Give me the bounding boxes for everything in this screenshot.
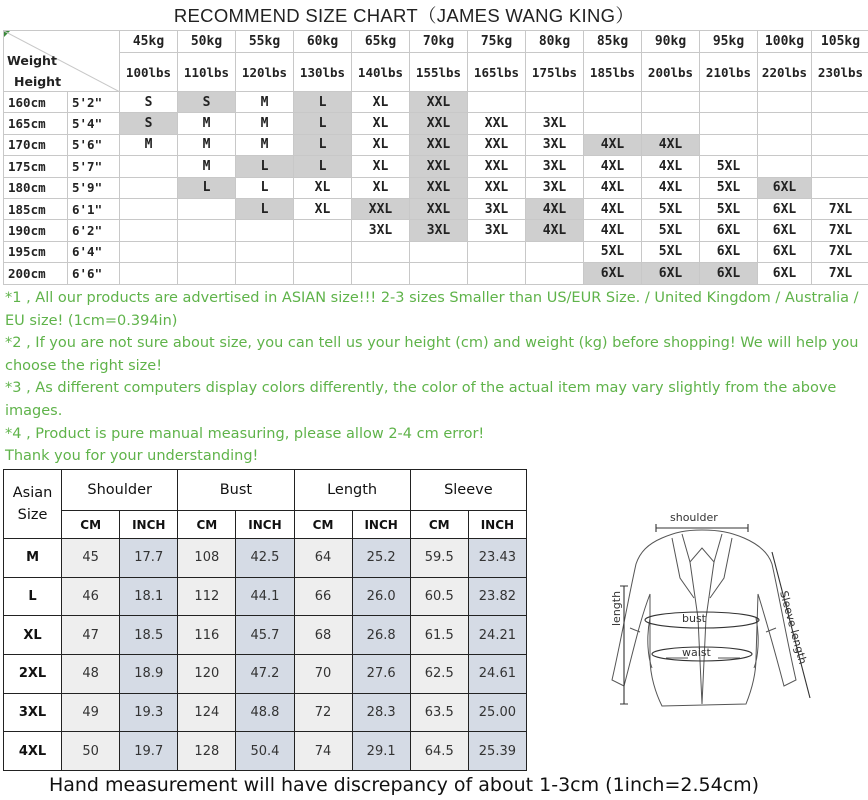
value-inch-cell: 29.1 xyxy=(352,732,410,771)
bust-header: Bust xyxy=(178,470,294,511)
value-cm-cell: 47 xyxy=(62,616,120,655)
value-inch-cell: 19.3 xyxy=(120,693,178,732)
value-inch-cell: 23.82 xyxy=(468,577,526,616)
weight-kg-header: 65kg xyxy=(352,31,410,53)
size-cell xyxy=(526,92,584,113)
value-inch-cell: 25.39 xyxy=(468,732,526,771)
size-cell xyxy=(812,134,868,155)
size-cell xyxy=(812,177,868,198)
height-ft-cell: 5'7" xyxy=(68,156,120,177)
value-cm-cell: 128 xyxy=(178,732,236,771)
height-cm-cell: 180cm xyxy=(4,177,68,198)
height-ft-cell: 5'4" xyxy=(68,113,120,134)
size-cell: L xyxy=(236,177,294,198)
size-cell: XL xyxy=(294,198,352,219)
weight-lbs-header: 155lbs xyxy=(410,53,468,92)
value-inch-cell: 48.8 xyxy=(236,693,294,732)
size-cell: 4XL xyxy=(584,198,642,219)
height-row xyxy=(4,198,868,219)
size-cell: M xyxy=(178,134,236,155)
unit-inch-header: INCH xyxy=(120,511,178,539)
size-cell: 4XL xyxy=(584,156,642,177)
size-cell: 6XL xyxy=(758,198,812,219)
size-cell: XXL xyxy=(468,177,526,198)
height-row xyxy=(4,113,868,134)
size-cell xyxy=(120,198,178,219)
size-cell xyxy=(700,92,758,113)
weight-kg-header: 70kg xyxy=(410,31,468,53)
size-label-cell: M xyxy=(4,539,62,578)
size-cell: 6XL xyxy=(758,263,812,284)
weight-kg-header: 100kg xyxy=(758,31,812,53)
size-cell: 3XL xyxy=(468,220,526,241)
height-ft-cell: 6'2" xyxy=(68,220,120,241)
unit-cm-header: CM xyxy=(410,511,468,539)
size-cell xyxy=(584,92,642,113)
size-cell: 6XL xyxy=(700,220,758,241)
size-cell: 6XL xyxy=(758,220,812,241)
height-cm-cell: 190cm xyxy=(4,220,68,241)
height-label: Height xyxy=(14,74,62,89)
size-cell: XL xyxy=(294,177,352,198)
weight-lbs-row xyxy=(4,53,868,92)
size-cell: 5XL xyxy=(700,156,758,177)
weight-lbs-header: 165lbs xyxy=(468,53,526,92)
size-cell: 4XL xyxy=(642,156,700,177)
value-cm-cell: 48 xyxy=(62,655,120,694)
size-cell: L xyxy=(294,156,352,177)
size-cell: XXL xyxy=(468,113,526,134)
size-cell: XL xyxy=(352,134,410,155)
weight-kg-header: 90kg xyxy=(642,31,700,53)
value-cm-cell: 68 xyxy=(294,616,352,655)
measurement-row xyxy=(4,655,527,694)
height-ft-cell: 6'4" xyxy=(68,241,120,262)
size-cell: 7XL xyxy=(812,263,868,284)
size-cell: 4XL xyxy=(584,220,642,241)
size-cell xyxy=(120,220,178,241)
size-cell: S xyxy=(120,113,178,134)
weight-kg-header: 55kg xyxy=(236,31,294,53)
size-cell: 3XL xyxy=(410,220,468,241)
size-cell: XXL xyxy=(410,177,468,198)
size-cell xyxy=(758,92,812,113)
size-cell: XXL xyxy=(468,156,526,177)
size-cell: XL xyxy=(352,156,410,177)
sleeve-header: Sleeve xyxy=(410,470,526,511)
value-cm-cell: 59.5 xyxy=(410,539,468,578)
unit-inch-header: INCH xyxy=(468,511,526,539)
size-cell: 6XL xyxy=(642,263,700,284)
height-row xyxy=(4,177,868,198)
size-cell: 4XL xyxy=(584,177,642,198)
unit-cm-header: CM xyxy=(178,511,236,539)
size-cell: XXL xyxy=(352,198,410,219)
size-cell xyxy=(236,263,294,284)
size-cell: 5XL xyxy=(700,177,758,198)
value-cm-cell: 72 xyxy=(294,693,352,732)
value-cm-cell: 64 xyxy=(294,539,352,578)
size-cell: S xyxy=(178,92,236,113)
size-cell: XXL xyxy=(410,113,468,134)
size-cell xyxy=(178,241,236,262)
size-cell: 3XL xyxy=(526,134,584,155)
measurement-row xyxy=(4,693,527,732)
height-row xyxy=(4,241,868,262)
value-inch-cell: 18.1 xyxy=(120,577,178,616)
value-inch-cell: 23.43 xyxy=(468,539,526,578)
size-label-cell: 2XL xyxy=(4,655,62,694)
size-cell: L xyxy=(236,198,294,219)
size-cell: 5XL xyxy=(700,198,758,219)
weight-lbs-header: 185lbs xyxy=(584,53,642,92)
diagram-shoulder-label: shoulder xyxy=(670,511,718,524)
weight-kg-header: 85kg xyxy=(584,31,642,53)
measurement-row xyxy=(4,732,527,771)
measurement-row xyxy=(4,577,527,616)
size-cell: 4XL xyxy=(584,134,642,155)
size-cell: 4XL xyxy=(642,177,700,198)
size-cell xyxy=(700,113,758,134)
value-inch-cell: 47.2 xyxy=(236,655,294,694)
weight-height-corner xyxy=(4,31,120,92)
size-cell: 3XL xyxy=(526,177,584,198)
size-label-cell: XL xyxy=(4,616,62,655)
size-cell: XXL xyxy=(410,156,468,177)
value-cm-cell: 64.5 xyxy=(410,732,468,771)
value-inch-cell: 17.7 xyxy=(120,539,178,578)
size-cell: XXL xyxy=(410,134,468,155)
size-cell: XL xyxy=(352,92,410,113)
height-cm-cell: 200cm xyxy=(4,263,68,284)
weight-lbs-header: 130lbs xyxy=(294,53,352,92)
size-cell: 4XL xyxy=(526,220,584,241)
size-cell: 4XL xyxy=(642,134,700,155)
size-cell: L xyxy=(294,113,352,134)
measurement-row xyxy=(4,616,527,655)
diagram-length-label: length xyxy=(610,590,623,626)
size-cell xyxy=(236,220,294,241)
weight-lbs-header: 175lbs xyxy=(526,53,584,92)
value-cm-cell: 124 xyxy=(178,693,236,732)
weight-lbs-header: 100lbs xyxy=(120,53,178,92)
value-cm-cell: 60.5 xyxy=(410,577,468,616)
height-cm-cell: 170cm xyxy=(4,134,68,155)
size-cell: XL xyxy=(352,177,410,198)
size-cell: 5XL xyxy=(642,241,700,262)
note-1: *1 , All our products are advertised in ASIAN size!!! 2-3 sizes Smaller than US/EUR Size. / United Kingdom / Australia / EU size! (1cm=0.394in) xyxy=(5,290,859,329)
height-ft-cell: 5'6" xyxy=(68,134,120,155)
jacket-diagram xyxy=(590,508,822,720)
size-cell: M xyxy=(178,113,236,134)
diagram-bust-label: bust xyxy=(682,612,706,625)
unit-inch-header: INCH xyxy=(352,511,410,539)
chart-title: RECOMMEND SIZE CHART（JAMES WANG KING） xyxy=(173,5,635,26)
size-cell: 6XL xyxy=(700,241,758,262)
height-ft-cell: 6'6" xyxy=(68,263,120,284)
size-cell xyxy=(294,220,352,241)
weight-kg-header: 45kg xyxy=(120,31,178,53)
length-header: Length xyxy=(294,470,410,511)
weight-lbs-header: 230lbs xyxy=(812,53,868,92)
value-cm-cell: 116 xyxy=(178,616,236,655)
size-cell: 6XL xyxy=(758,241,812,262)
size-cell xyxy=(812,156,868,177)
size-cell xyxy=(642,92,700,113)
size-cell: M xyxy=(236,113,294,134)
value-cm-cell: 63.5 xyxy=(410,693,468,732)
size-cell xyxy=(120,177,178,198)
weight-kg-header: 95kg xyxy=(700,31,758,53)
size-cell xyxy=(812,113,868,134)
weight-lbs-header: 220lbs xyxy=(758,53,812,92)
size-cell xyxy=(294,241,352,262)
size-cell: XL xyxy=(352,113,410,134)
size-cell xyxy=(294,263,352,284)
size-cell xyxy=(758,156,812,177)
size-cell xyxy=(642,113,700,134)
size-cell xyxy=(410,241,468,262)
recommend-size-table xyxy=(3,30,868,285)
note-2: *2 , If you are not sure about size, you can tell us your height (cm) and weight (kg) before shopping! We will help you choose the right size! xyxy=(5,335,859,374)
height-cm-cell: 185cm xyxy=(4,198,68,219)
size-cell xyxy=(468,263,526,284)
size-cell: 7XL xyxy=(812,241,868,262)
weight-kg-header: 105kg xyxy=(812,31,868,53)
size-cell: 3XL xyxy=(468,198,526,219)
size-cell xyxy=(352,263,410,284)
value-cm-cell: 120 xyxy=(178,655,236,694)
height-ft-cell: 6'1" xyxy=(68,198,120,219)
height-row xyxy=(4,134,868,155)
weight-label: Weight xyxy=(7,53,57,68)
value-inch-cell: 50.4 xyxy=(236,732,294,771)
value-inch-cell: 18.5 xyxy=(120,616,178,655)
size-cell: M xyxy=(236,92,294,113)
value-cm-cell: 74 xyxy=(294,732,352,771)
value-inch-cell: 42.5 xyxy=(236,539,294,578)
size-cell: M xyxy=(236,134,294,155)
weight-lbs-header: 120lbs xyxy=(236,53,294,92)
height-ft-cell: 5'9" xyxy=(68,177,120,198)
diagram-waist-label: waist xyxy=(682,646,711,659)
size-cell xyxy=(526,263,584,284)
height-cm-cell: 175cm xyxy=(4,156,68,177)
size-cell: 5XL xyxy=(584,241,642,262)
value-inch-cell: 45.7 xyxy=(236,616,294,655)
diagram-sleeve-label: Sleeve length xyxy=(777,589,810,666)
value-cm-cell: 46 xyxy=(62,577,120,616)
value-inch-cell: 44.1 xyxy=(236,577,294,616)
size-cell: XXL xyxy=(468,134,526,155)
size-cell: 7XL xyxy=(812,198,868,219)
size-cell: 6XL xyxy=(758,177,812,198)
value-inch-cell: 26.8 xyxy=(352,616,410,655)
unit-inch-header: INCH xyxy=(236,511,294,539)
size-cell: 3XL xyxy=(526,156,584,177)
weight-lbs-header: 210lbs xyxy=(700,53,758,92)
weight-kg-header: 50kg xyxy=(178,31,236,53)
height-row xyxy=(4,156,868,177)
size-cell: 6XL xyxy=(584,263,642,284)
size-cell: 5XL xyxy=(642,198,700,219)
value-inch-cell: 24.61 xyxy=(468,655,526,694)
size-cell: XXL xyxy=(410,198,468,219)
value-inch-cell: 19.7 xyxy=(120,732,178,771)
size-cell: M xyxy=(178,156,236,177)
value-cm-cell: 108 xyxy=(178,539,236,578)
size-cell xyxy=(758,113,812,134)
shoulder-header: Shoulder xyxy=(62,470,178,511)
size-label-cell: L xyxy=(4,577,62,616)
size-cell: 7XL xyxy=(812,220,868,241)
weight-kg-header: 60kg xyxy=(294,31,352,53)
value-inch-cell: 24.21 xyxy=(468,616,526,655)
size-cell xyxy=(410,263,468,284)
value-inch-cell: 18.9 xyxy=(120,655,178,694)
notes-block xyxy=(5,287,865,468)
height-cm-cell: 165cm xyxy=(4,113,68,134)
value-inch-cell: 26.0 xyxy=(352,577,410,616)
value-inch-cell: 25.00 xyxy=(468,693,526,732)
value-cm-cell: 70 xyxy=(294,655,352,694)
unit-cm-header: CM xyxy=(294,511,352,539)
weight-kg-header: 75kg xyxy=(468,31,526,53)
measurement-table xyxy=(3,469,527,771)
size-cell: XXL xyxy=(410,92,468,113)
size-cell: M xyxy=(120,134,178,155)
measurement-row xyxy=(4,539,527,578)
note-4: *4 , Product is pure manual measuring, please allow 2-4 cm error! xyxy=(5,425,485,442)
height-row xyxy=(4,92,868,113)
note-3: *3 , As different computers display colors differently, the color of the actual item may vary slightly from the above images. xyxy=(5,380,837,419)
size-cell xyxy=(120,263,178,284)
size-cell: 3XL xyxy=(526,113,584,134)
size-cell xyxy=(468,241,526,262)
size-cell xyxy=(236,241,294,262)
weight-kg-header: 80kg xyxy=(526,31,584,53)
size-cell xyxy=(178,263,236,284)
value-cm-cell: 45 xyxy=(62,539,120,578)
value-cm-cell: 50 xyxy=(62,732,120,771)
value-inch-cell: 28.3 xyxy=(352,693,410,732)
value-inch-cell: 25.2 xyxy=(352,539,410,578)
size-cell xyxy=(178,198,236,219)
height-ft-cell: 5'2" xyxy=(68,92,120,113)
size-cell xyxy=(526,241,584,262)
height-row xyxy=(4,220,868,241)
weight-lbs-header: 140lbs xyxy=(352,53,410,92)
size-label-cell: 3XL xyxy=(4,693,62,732)
size-cell: L xyxy=(236,156,294,177)
size-cell xyxy=(812,92,868,113)
height-cm-cell: 195cm xyxy=(4,241,68,262)
size-cell xyxy=(120,156,178,177)
note-thanks: Thank you for your understanding! xyxy=(5,448,259,465)
value-cm-cell: 62.5 xyxy=(410,655,468,694)
size-cell xyxy=(352,241,410,262)
size-cell xyxy=(584,113,642,134)
height-row xyxy=(4,263,868,284)
size-cell: L xyxy=(178,177,236,198)
size-cell xyxy=(178,220,236,241)
size-cell: 5XL xyxy=(642,220,700,241)
value-cm-cell: 66 xyxy=(294,577,352,616)
size-cell: L xyxy=(294,134,352,155)
footer-note: Hand measurement will have discrepancy of about 1-3cm (1inch=2.54cm) xyxy=(48,774,760,796)
size-cell xyxy=(120,241,178,262)
weight-kg-row xyxy=(4,31,868,53)
size-cell: L xyxy=(294,92,352,113)
weight-lbs-header: 200lbs xyxy=(642,53,700,92)
height-cm-cell: 160cm xyxy=(4,92,68,113)
value-cm-cell: 112 xyxy=(178,577,236,616)
weight-lbs-header: 110lbs xyxy=(178,53,236,92)
size-cell: 3XL xyxy=(352,220,410,241)
asian-size-header: Asian Size xyxy=(4,470,62,539)
unit-cm-header: CM xyxy=(62,511,120,539)
value-cm-cell: 49 xyxy=(62,693,120,732)
size-cell xyxy=(758,134,812,155)
size-cell: S xyxy=(120,92,178,113)
size-cell: 4XL xyxy=(526,198,584,219)
value-inch-cell: 27.6 xyxy=(352,655,410,694)
size-label-cell: 4XL xyxy=(4,732,62,771)
size-cell xyxy=(700,134,758,155)
size-cell xyxy=(468,92,526,113)
value-cm-cell: 61.5 xyxy=(410,616,468,655)
size-cell: 6XL xyxy=(700,263,758,284)
